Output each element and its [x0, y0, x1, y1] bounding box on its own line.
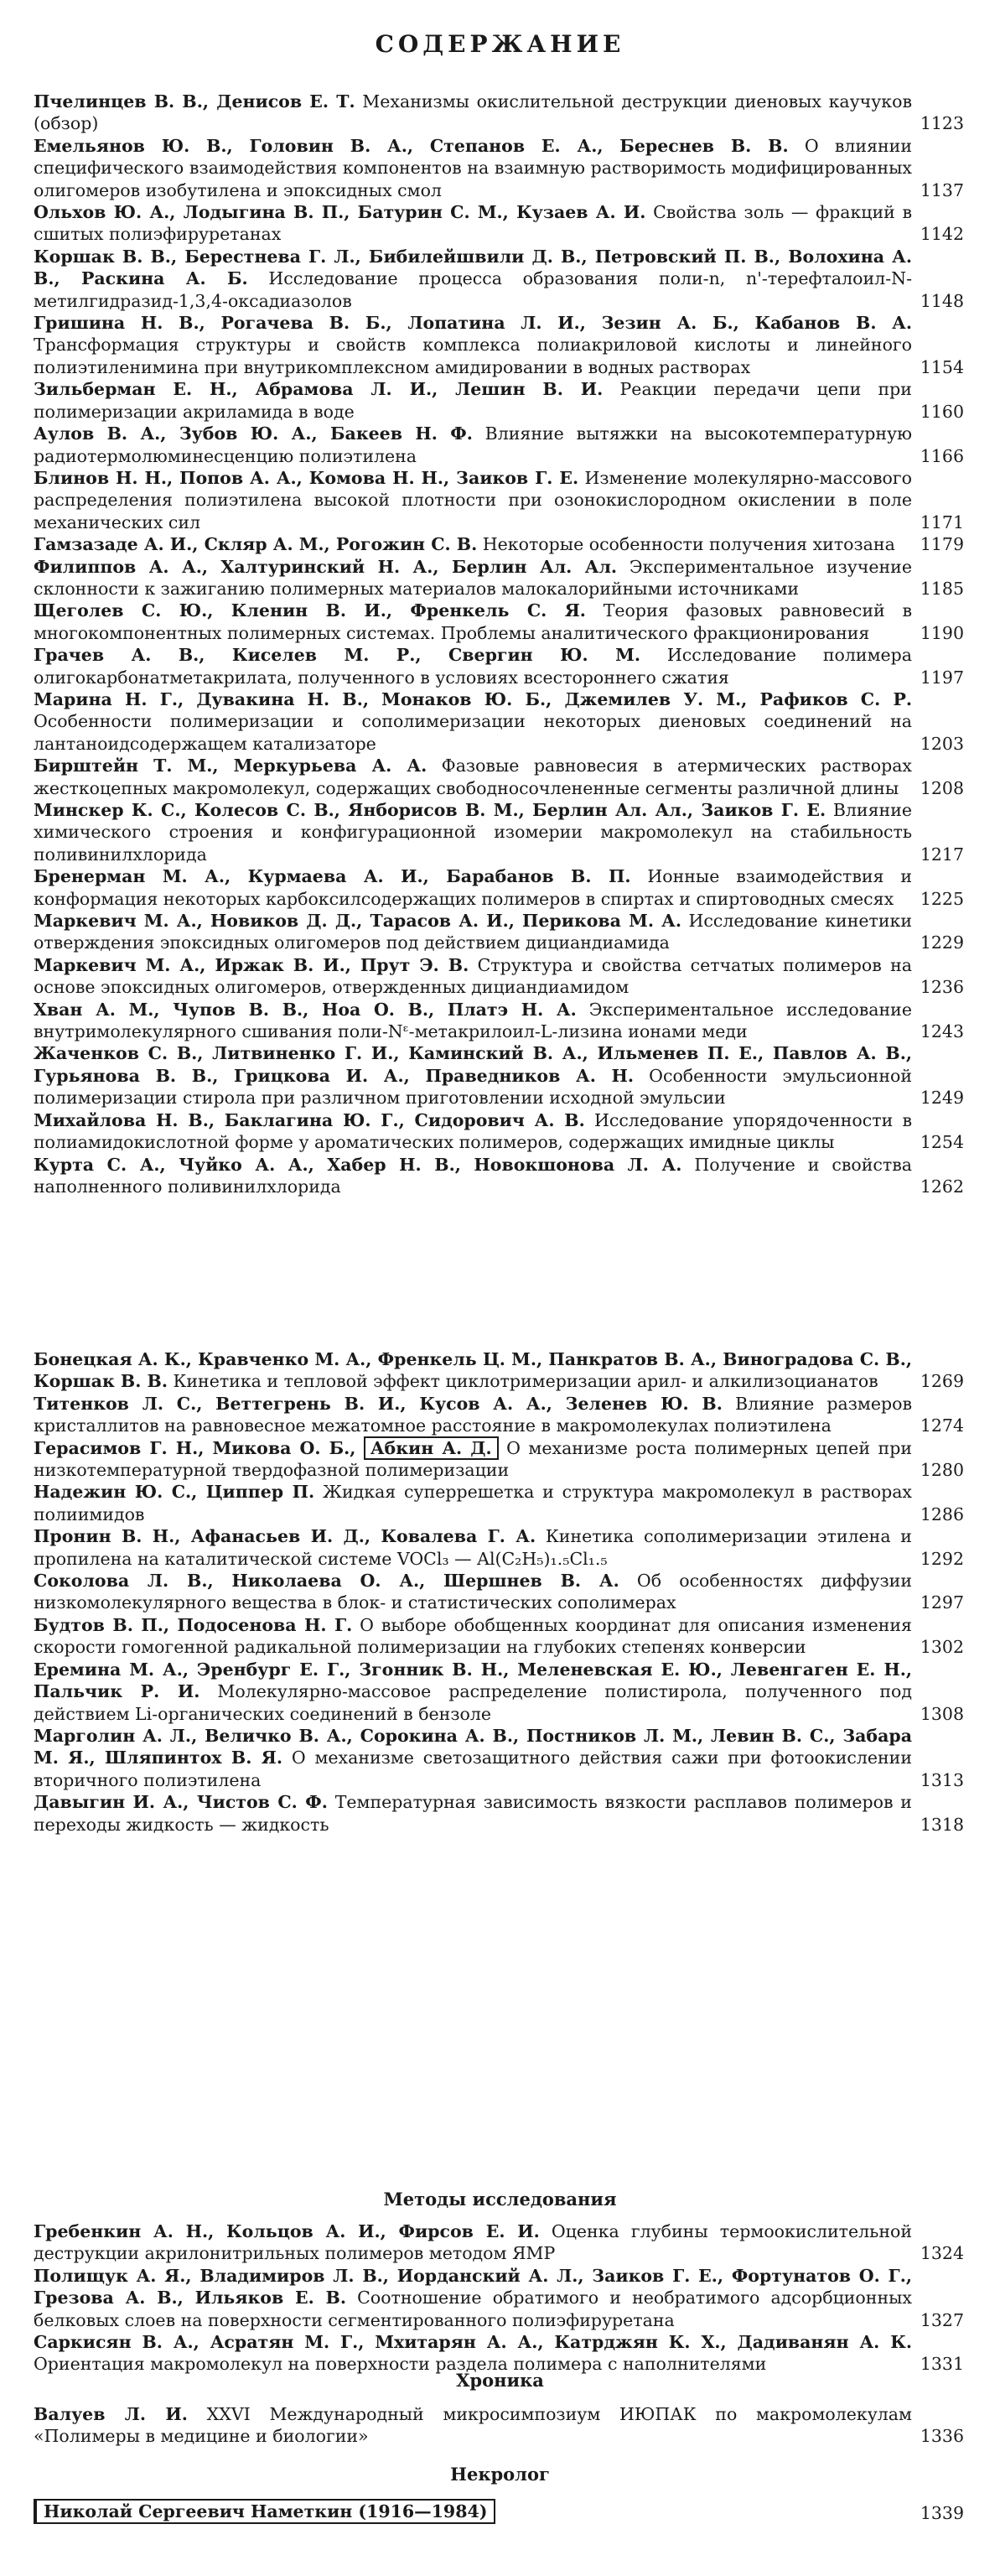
entry-page: 1154	[920, 356, 964, 377]
entry-authors: Пчелинцев В. В., Денисов Е. Т.	[34, 91, 355, 112]
entry-title: Кинетика и тепловой эффект циклотримеризации арил- и алкилизоцианатов	[173, 1371, 878, 1392]
entry-authors: Курта С. А., Чуйко А. А., Хабер Н. В., Новокшонова Л. А.	[34, 1154, 682, 1175]
entry-page: 1160	[920, 401, 964, 422]
toc-entry[interactable]	[34, 1109, 964, 1154]
section-heading-methods: Методы исследования	[383, 2189, 617, 2210]
entry-page: 1327	[920, 2309, 964, 2330]
entry-page: 1185	[920, 578, 964, 599]
entry-authors: Полищук А. Я., Владимиров Л. В., Иорданский А. Л., Заиков Г. Е., Фортунатов О. Г., Грезова А. В., Ильяков Е. В.	[34, 2265, 912, 2309]
entry-page: 1197	[920, 667, 964, 688]
entry-title: Исследование упорядоченности в полиамидокислотной форме у ароматических полимеров, содержащих имидные циклы	[34, 1109, 912, 1153]
toc-entry[interactable]	[34, 467, 964, 533]
entry-title: Механизмы окислительной деструкции диеновых каучуков (обзор)	[34, 91, 912, 134]
entry-authors: Бирштейн Т. М., Меркурьева А. А.	[34, 756, 427, 776]
entry-authors: Емельянов Ю. В., Головин В. А., Степанов Е. А., Береснев В. В.	[34, 135, 789, 156]
entry-page: 1171	[920, 512, 964, 532]
entry-authors: Грачев А. В., Киселев М. Р., Свергин Ю. М.	[34, 645, 640, 666]
entry-page: 1336	[920, 2426, 964, 2447]
toc-entry[interactable]	[34, 755, 964, 799]
entry-title: Молекулярно-массовое распределение полистирола, полученного под действием Li-органических соединений в бензоле	[34, 1681, 913, 1724]
entry-authors: Марголин А. Л., Величко В. А., Сорокина А. В., Постников Л. М., Левин В. С., Забара М. Я., Шляпинтох В. Я.	[34, 1725, 912, 1768]
toc-entry[interactable]	[34, 1570, 964, 1614]
toc-entry[interactable]	[34, 2265, 964, 2331]
toc-entry[interactable]	[34, 1348, 964, 1393]
entry-title: Свойства золь — фракций в сшитых полиэфируретанах	[34, 202, 912, 245]
entry-authors: Титенков Л. С., Веттегрень В. И., Кусов А. А., Зеленев Ю. В.	[34, 1393, 723, 1414]
toc-entry[interactable]	[34, 799, 964, 865]
entry-page: 1302	[920, 1637, 964, 1658]
entry-authors: Герасимов Г. Н., Микова О. Б.,	[34, 1437, 356, 1458]
entry-title: Трансформация структуры и свойств комплекса полиакриловой кислоты и линейного полиэтиленимина при внутрикомплексном амидировании в водных растворах	[34, 335, 912, 377]
contents-short-communications	[34, 1348, 964, 1836]
entry-page: 1331	[920, 2354, 964, 2375]
entry-authors: Надежин Ю. С., Циппер П.	[34, 1482, 315, 1503]
entry-authors: Валуев Л. И.	[34, 2404, 188, 2424]
toc-entry[interactable]	[34, 865, 964, 910]
entry-title: О выборе обобщенных координат для описания изменения скорости гомогенной радикальной полимеризации на глубоких степенях конверсии	[34, 1614, 912, 1658]
section-heading-chronicle: Хроника	[456, 2370, 544, 2391]
contents-methods	[34, 2220, 964, 2376]
entry-title: Кинетика сополимеризации этилена и пропилена на каталитической системе VOCl₃ — Al(C₂H₅)₁.₅Cl₁.₅	[34, 1526, 912, 1569]
entry-authors: Гамзазаде А. И., Скляр А. М., Рогожин С. В.	[34, 534, 478, 555]
entry-page: 1274	[920, 1415, 964, 1436]
entry-authors: Пронин В. Н., Афанасьев И. Д., Ковалева Г. А.	[34, 1526, 536, 1547]
entry-title: Экспериментальное изучение склонности к зажиганию полимерных материалов малокалорийными источниками	[34, 556, 912, 599]
entry-authors: Саркисян В. А., Асратян М. Г., Мхитарян А. А., Катрджян К. Х., Дадиванян А. К.	[34, 2332, 912, 2353]
entry-authors: Михайлова Н. В., Баклагина Ю. Г., Сидорович А. В.	[34, 1109, 585, 1130]
entry-page: 1203	[920, 733, 964, 754]
entry-authors: Еремина М. А., Эренбург Е. Г., Згонник В. Н., Меленевская Е. Ю., Левенгаген Е. Н., Пальчик Р. И.	[34, 1659, 912, 1702]
entry-title: Влияние химического строения и конфигурационной изомерии макромолекул на стабильность поливинилхлорида	[34, 800, 912, 865]
entry-page: 1313	[920, 1769, 964, 1790]
entry-page: 1236	[920, 977, 964, 998]
entry-title: Исследование процесса образования поли-n, n'-терефталоил-N-метилгидразид-1,3,4-оксадиазолов	[34, 268, 912, 311]
entry-page: 1148	[920, 290, 964, 311]
entry-authors: Жаченков С. В., Литвиненко Г. И., Каминский В. А., Ильменев П. Е., Павлов А. В., Гурьянова В. В., Грицкова И. А., Праведников А. Н.	[34, 1043, 912, 1086]
entry-page: 1308	[920, 1703, 964, 1724]
toc-entry[interactable]	[34, 246, 964, 312]
toc-entry[interactable]	[34, 2403, 964, 2448]
entry-authors: Давыгин И. А., Чистов С. Ф.	[34, 1792, 328, 1813]
entry-page: 1190	[920, 622, 964, 643]
entry-page: 1179	[920, 534, 964, 555]
entry-title: Об особенностях диффузии низкомолекулярного вещества в блок- и статистических сополимерах	[34, 1571, 912, 1613]
contents-chronicle	[34, 2403, 964, 2448]
entry-authors: Ольхов Ю. А., Лодыгина В. П., Батурин С. М., Кузаев А. И.	[34, 202, 646, 223]
entry-page: 1254	[920, 1132, 964, 1153]
entry-authors: Аулов В. А., Зубов Ю. А., Бакеев Н. Ф.	[34, 423, 473, 444]
entry-page: 1137	[920, 179, 964, 200]
entry-title: Оценка глубины термоокислительной деструкции акрилонитрильных полимеров методом ЯМР	[34, 2221, 912, 2264]
toc-entry[interactable]	[34, 201, 964, 246]
entry-title: Некоторые особенности получения хитозана	[482, 534, 895, 555]
entry-title: Исследование кинетики отверждения эпоксидных олигомеров под действием дициандиамида	[34, 911, 912, 953]
toc-entry[interactable]	[34, 1525, 964, 1570]
entry-authors: Зильберман Е. Н., Абрамова Л. И., Лешин В. И.	[34, 379, 604, 400]
toc-entry[interactable]	[34, 533, 964, 555]
entry-title: Теория фазовых равновесий в многокомпонентных полимерных системах. Проблемы аналитического фракционирования	[34, 600, 912, 643]
toc-entry[interactable]	[34, 1614, 964, 1659]
entry-authors: Филиппов А. А., Халтуринский Н. А., Берлин Ал. Ал.	[34, 556, 618, 577]
entry-title: О механизме светозащитного действия сажи при фотоокислении вторичного полиэтилена	[34, 1748, 912, 1790]
toc-entry[interactable]	[34, 378, 964, 423]
contents-necrology	[34, 2499, 964, 2524]
toc-entry[interactable]	[34, 2331, 964, 2376]
entry-page: 1324	[920, 2243, 964, 2264]
entry-title: XXVI Международный микросимпозиум ИЮПАК по макромолекулам «Полимеры в медицине и биологии»	[34, 2404, 912, 2447]
contents-main-articles	[34, 91, 964, 1197]
contents-title: СОДЕРЖАНИЕ	[375, 30, 625, 58]
entry-page: 1280	[920, 1460, 964, 1481]
toc-entry[interactable]	[34, 1659, 964, 1725]
entry-authors: Гришина Н. В., Рогачева В. Б., Лопатина Л. И., Зезин А. Б., Кабанов В. А.	[34, 313, 912, 334]
toc-entry[interactable]	[34, 600, 964, 644]
entry-title: О влиянии специфического взаимодействия компонентов на взаимную растворимость модифицированных олигомеров изобутилена и эпоксидных смол	[34, 135, 912, 200]
toc-entry[interactable]	[34, 1154, 964, 1198]
entry-deceased-author: Абкин А. Д.	[364, 1436, 499, 1460]
entry-authors: Коршак В. В., Берестнева Г. Л., Бибилейшвили Д. В., Петровский П. В., Волохина А. В., Раскина А. Б.	[34, 246, 912, 289]
entry-title: Ориентация макромолекул на поверхности раздела полимера с наполнителями	[34, 2354, 767, 2375]
entry-authors: Бренерман М. А., Курмаева А. И., Барабанов В. П.	[34, 866, 631, 887]
entry-title: Влияние вытяжки на высокотемпературную радиотермолюминесценцию полиэтилена	[34, 423, 912, 466]
entry-authors: Хван А. М., Чупов В. В., Ноа О. В., Платэ Н. А.	[34, 999, 577, 1020]
entry-authors: Маркевич М. А., Иржак В. И., Прут Э. В.	[34, 954, 469, 975]
entry-title: Особенности полимеризации и сополимеризации некоторых диеновых соединений на лантаноидсодержащем катализаторе	[34, 711, 912, 754]
entry-title: Фазовые равновесия в атермических растворах жесткоцепных макромолекул, содержащих свободносочлененные сегменты различной длины	[34, 756, 912, 798]
section-heading-necrology: Некролог	[450, 2464, 550, 2485]
entry-page: 1262	[920, 1176, 964, 1197]
entry-page: 1123	[920, 113, 964, 134]
entry-page: 1208	[920, 777, 964, 798]
toc-entry[interactable]	[34, 1481, 964, 1525]
toc-entry[interactable]	[34, 1393, 964, 1437]
toc-entry[interactable]	[34, 1042, 964, 1109]
entry-page: 1286	[920, 1504, 964, 1524]
toc-entry[interactable]	[34, 1437, 964, 1482]
entry-authors: Маркевич М. А., Новиков Д. Д., Тарасов А. И., Перикова М. А.	[34, 911, 681, 932]
entry-authors: Минскер К. С., Колесов С. В., Янборисов В. М., Берлин Ал. Ал., Заиков Г. Е.	[34, 800, 826, 820]
toc-entry[interactable]	[34, 1725, 964, 1791]
entry-page: 1318	[920, 1814, 964, 1835]
entry-page: 1225	[920, 888, 964, 909]
entry-page: 1243	[920, 1021, 964, 1042]
toc-entry[interactable]	[34, 1791, 964, 1836]
entry-authors: Бонецкая А. К., Кравченко М. А., Френкель Ц. М., Панкратов В. А., Виноградова С. В., Коршак В. В.	[34, 1349, 912, 1392]
entry-page: 1229	[920, 932, 964, 953]
toc-entry[interactable]	[34, 954, 964, 999]
toc-entry[interactable]	[34, 644, 964, 688]
entry-page: 1269	[920, 1371, 964, 1392]
entry-page: 1166	[920, 445, 964, 466]
entry-authors: Щеголев С. Ю., Кленин В. И., Френкель С. Я.	[34, 600, 586, 621]
entry-title: Температурная зависимость вязкости расплавов полимеров и переходы жидкость — жидкость	[34, 1792, 912, 1835]
entry-title: Реакции передачи цепи при полимеризации акриламида в воде	[34, 379, 912, 422]
entry-title: Соотношение обратимого и необратимого адсорбционных белковых слоев на поверхности сегментированного полиэфируретана	[34, 2288, 912, 2330]
entry-page: 1292	[920, 1548, 964, 1569]
entry-title: Изменение молекулярно-массового распределения полиэтилена высокой плотности при озонокислородном окислении в поле механических сил	[34, 467, 912, 532]
entry-page: 1249	[920, 1088, 964, 1109]
obituary-name: Николай Сергеевич Наметкин (1916—1984)	[34, 2499, 495, 2524]
toc-entry[interactable]	[34, 2220, 964, 2265]
entry-authors: Блинов Н. Н., Попов А. А., Комова Н. Н., Заиков Г. Е.	[34, 467, 579, 488]
entry-title: Жидкая суперрешетка и структура макромолекул в растворах полиимидов	[34, 1482, 912, 1524]
toc-entry[interactable]	[34, 910, 964, 954]
toc-entry[interactable]	[34, 999, 964, 1043]
entry-title: Ионные взаимодействия и конформация некоторых карбоксилсодержащих полимеров в спиртах и спиртоводных смесях	[34, 866, 912, 909]
entry-title: Экспериментальное исследование внутримолекулярного сшивания поли-Nᵋ-метакрилоил-L-лизина ионами меди	[34, 999, 912, 1042]
entry-page: 1217	[920, 844, 964, 865]
entry-page: 1142	[920, 224, 964, 245]
toc-entry[interactable]	[34, 423, 964, 467]
toc-entry[interactable]	[34, 556, 964, 600]
toc-entry[interactable]	[34, 688, 964, 755]
entry-title: Влияние размеров кристаллитов на равновесное межатомное расстояние в макромолекулах полиэтилена	[34, 1393, 912, 1436]
entry-authors: Будтов В. П., Подосенова Н. Г.	[34, 1614, 353, 1635]
toc-entry[interactable]	[34, 2499, 964, 2524]
entry-page: 1339	[920, 2503, 964, 2523]
entry-title: О механизме роста полимерных цепей при низкотемпературной твердофазной полимеризации	[34, 1437, 912, 1481]
entry-title: Исследование полимера олигокарбонатметакрилата, полученного в условиях всестороннего сжатия	[34, 645, 912, 688]
entry-title: Структура и свойства сетчатых полимеров на основе эпоксидных олигомеров, отвержденных дициандиамидом	[34, 954, 912, 998]
entry-title: Особенности эмульсионной полимеризации стирола при различном приготовлении исходной эмульсии	[34, 1065, 912, 1109]
toc-entry[interactable]	[34, 91, 964, 135]
entry-authors: Марина Н. Г., Дувакина Н. В., Монаков Ю. Б., Джемилев У. М., Рафиков С. Р.	[34, 688, 912, 709]
entry-authors: Гребенкин А. Н., Кольцов А. И., Фирсов Е. И.	[34, 2221, 540, 2241]
toc-entry[interactable]	[34, 135, 964, 201]
entry-page: 1297	[920, 1592, 964, 1613]
toc-entry[interactable]	[34, 312, 964, 378]
entry-title: Получение и свойства наполненного поливинилхлорида	[34, 1154, 912, 1197]
entry-authors: Соколова Л. В., Николаева О. А., Шершнев В. А.	[34, 1571, 619, 1592]
